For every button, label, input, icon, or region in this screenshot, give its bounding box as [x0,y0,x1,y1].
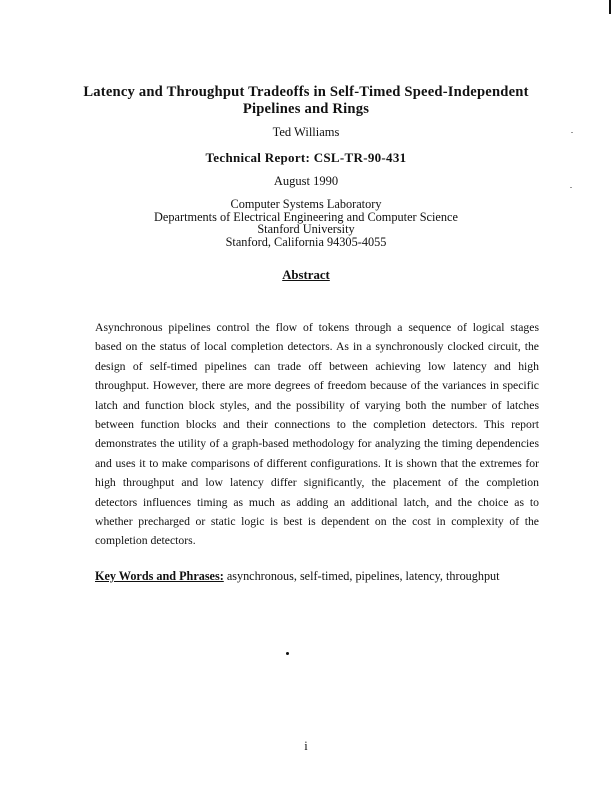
abstract-line: and uses it to make comparisons of different configurations. It is shown that the extremes for [95,456,539,470]
keywords-label: Key Words and Phrases: [95,569,224,583]
abstract-line: completion detectors. [95,534,196,548]
affiliation-university: Stanford University [257,222,355,237]
abstract-line: Asynchronous pipelines control the flow of tokens through a sequence of logical stages [95,321,539,334]
paper-title: Latency and Throughput Tradeoffs in Self-Timed Speed-Independent Pipelines and Rings [83,84,529,117]
abstract-line: latch and function block styles, and the possibility of varying both the number of latches [95,398,539,412]
abstract-line: whether precharged or static logic is best is dependent on the cost in complexity of the [95,515,539,529]
affiliation-block [0,198,612,248]
abstract-body [95,318,539,551]
keywords [95,569,555,584]
scan-dot-mark [286,652,289,655]
author-name: Ted Williams [272,125,340,139]
scan-edge-mark [609,0,611,14]
abstract-line: demonstrates the utility of a graph-based methodology for analyzing the timing dependencies [95,437,539,451]
affiliation-location: Stanford, California 94305-4055 [225,234,387,249]
abstract-line: detectors influences timing as much as adding an additional latch, and the choice as to [95,495,539,509]
report-number: Technical Report: CSL-TR-90-431 [205,150,407,165]
page-number: i [304,739,308,753]
abstract-line: based on the status of local completion detectors. As in a synchronously clocked circuit, the [95,340,539,354]
keywords-text: asynchronous, self-timed, pipelines, latency, throughput [226,569,500,583]
scan-speck [570,187,572,188]
abstract-line: throughput. However, there are more degrees of freedom because of the variances in specific [95,379,539,393]
abstract-line: design of self-timed pipelines can trade off between achieving low latency and high [95,359,539,373]
affiliation-lab: Computer Systems Laboratory [230,197,382,211]
scan-speck [571,132,573,133]
abstract-line: between function blocks and their connections to the completion detectors. This report [95,418,539,432]
abstract-line: high throughput and low latency differ significantly, the placement of the completion [95,476,539,490]
publication-date: August 1990 [273,174,339,188]
affiliation-departments: Departments of Electrical Engineering and Computer Science [154,209,458,224]
abstract-heading: Abstract [282,268,330,282]
